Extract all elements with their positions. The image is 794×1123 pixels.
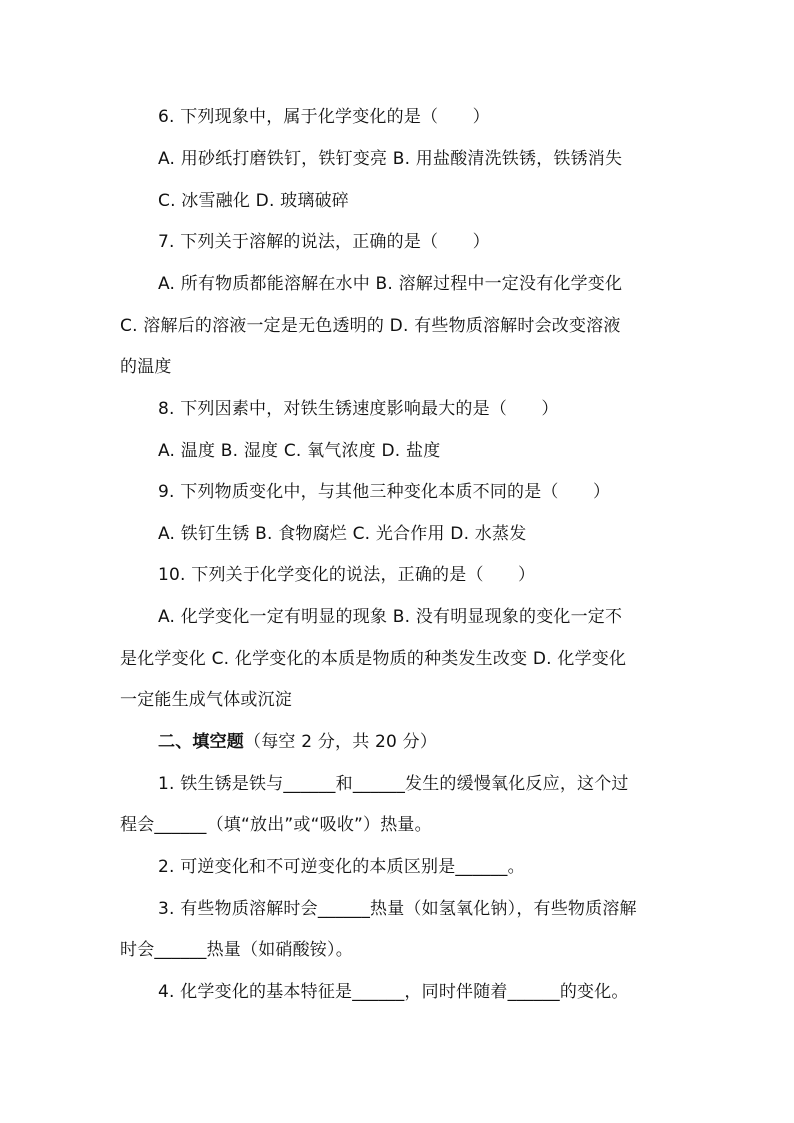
question-10-options-line1: A. 化学变化一定有明显的现象 B. 没有明显现象的变化一定不 <box>158 607 623 627</box>
section-note: （每空 2 分，共 20 分） <box>244 732 438 752</box>
question-7-options-ab: A. 所有物质都能溶解在水中 B. 溶解过程中一定没有化学变化 <box>158 274 623 294</box>
fill-question-3-line1: 3. 有些物质溶解时会______热量（如氢氧化钠），有些物质溶解 <box>158 899 637 919</box>
section-title: 二、填空题 <box>158 732 244 752</box>
question-9-options: A. 铁钉生锈 B. 食物腐烂 C. 光合作用 D. 水蒸发 <box>158 524 527 544</box>
question-8-options: A. 温度 B. 湿度 C. 氧气浓度 D. 盐度 <box>158 441 441 461</box>
section-heading <box>158 730 718 754</box>
question-10-options-line2: 是化学变化 C. 化学变化的本质是物质的种类发生改变 D. 化学变化 <box>120 649 627 669</box>
question-6-options-ab: A. 用砂纸打磨铁钉，铁钉变亮 B. 用盐酸清洗铁锈，铁锈消失 <box>158 149 623 169</box>
question-7-options-cd: C. 溶解后的溶液一定是无色透明的 D. 有些物质溶解时会改变溶液 <box>120 316 621 336</box>
fill-question-3-line2: 时会______热量（如硝酸铵）。 <box>120 940 353 960</box>
fill-question-1-line1: 1. 铁生锈是铁与______和______发生的缓慢氧化反应，这个过 <box>158 774 629 794</box>
question-9: 9. 下列物质变化中，与其他三种变化本质不同的是（ ） <box>158 482 611 502</box>
question-10: 10. 下列关于化学变化的说法，正确的是（ ） <box>158 565 536 585</box>
question-6: 6. 下列现象中，属于化学变化的是（ ） <box>158 107 490 127</box>
fill-question-4: 4. 化学变化的基本特征是______，同时伴随着______的变化。 <box>158 982 629 1002</box>
fill-question-2: 2. 可逆变化和不可逆变化的本质区别是______。 <box>158 857 525 877</box>
question-7: 7. 下列关于溶解的说法，正确的是（ ） <box>158 232 490 252</box>
question-10-options-line3: 一定能生成气体或沉淀 <box>120 690 292 710</box>
question-7-options-cont: 的温度 <box>120 357 172 377</box>
fill-question-1-line2: 程会______（填“放出”或“吸收”）热量。 <box>120 815 432 835</box>
question-6-options-cd: C. 冰雪融化 D. 玻璃破碎 <box>158 191 349 211</box>
question-8: 8. 下列因素中，对铁生锈速度影响最大的是（ ） <box>158 399 559 419</box>
